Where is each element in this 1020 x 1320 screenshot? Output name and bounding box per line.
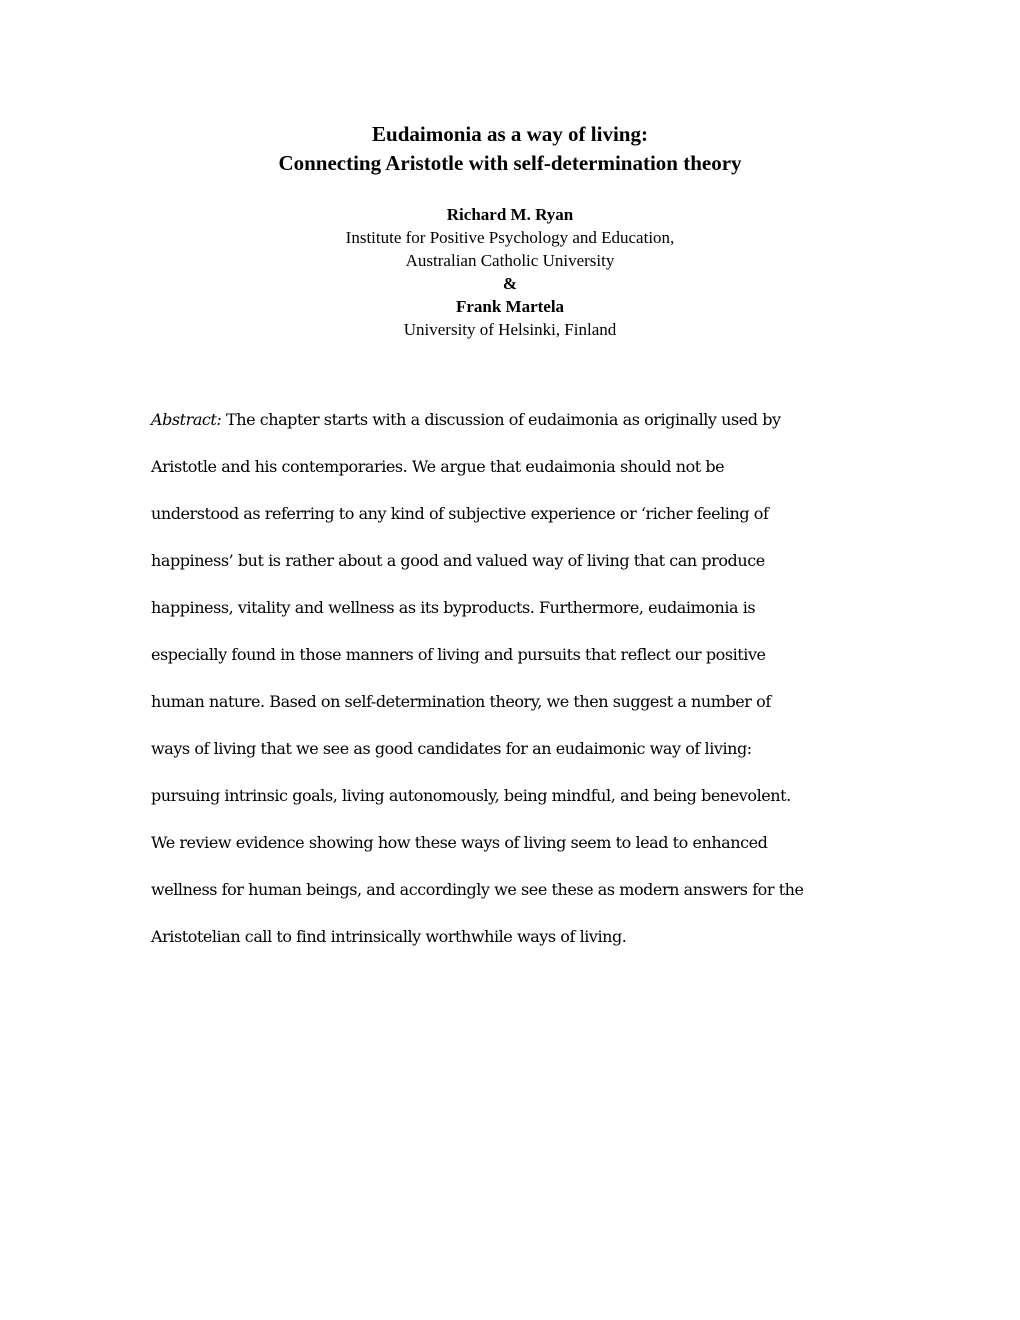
- abstract-line: understood as referring to any kind of subjective experience or ‘richer feeling of: [151, 504, 769, 523]
- abstract-line: Aristotle and his contemporaries. We argue that eudaimonia should not be: [151, 457, 725, 476]
- abstract-line: Aristotelian call to find intrinsically worthwhile ways of living.: [151, 927, 627, 946]
- abstract-line: wellness for human beings, and accordingly we see these as modern answers for the: [151, 880, 804, 899]
- author-conjunction: &: [502, 274, 518, 293]
- author-2-affiliation: University of Helsinki, Finland: [403, 320, 617, 339]
- paper-title-line-2: Connecting Aristotle with self-determination theory: [278, 151, 742, 175]
- abstract-line: especially found in those manners of living and pursuits that reflect our positive: [151, 645, 766, 664]
- author-1-affiliation-line-1: Institute for Positive Psychology and Education,: [345, 228, 675, 247]
- abstract-line: pursuing intrinsic goals, living autonomously, being mindful, and being benevolent.: [151, 786, 791, 805]
- abstract-line: happiness’ but is rather about a good and valued way of living that can produce: [151, 551, 765, 570]
- abstract-line: We review evidence showing how these ways of living seem to lead to enhanced: [151, 833, 768, 852]
- abstract-line: ways of living that we see as good candidates for an eudaimonic way of living:: [151, 739, 752, 758]
- abstract-text: The chapter starts with a discussion of eudaimonia as originally used by: [221, 410, 781, 429]
- author-block: [0, 203, 1020, 341]
- author-name-2: Frank Martela: [455, 297, 565, 316]
- author-1-affiliation-line-2: Australian Catholic University: [405, 251, 615, 270]
- abstract-line: [151, 396, 871, 443]
- abstract-line: happiness, vitality and wellness as its byproducts. Furthermore, eudaimonia is: [151, 598, 756, 617]
- abstract-paragraph: [151, 396, 871, 960]
- abstract-line: human nature. Based on self-determination theory, we then suggest a number of: [151, 692, 771, 711]
- author-name-1: Richard M. Ryan: [446, 205, 574, 224]
- paper-title-line-1: Eudaimonia as a way of living:: [372, 122, 648, 146]
- title-block: [0, 120, 1020, 341]
- abstract-label: Abstract:: [151, 410, 222, 429]
